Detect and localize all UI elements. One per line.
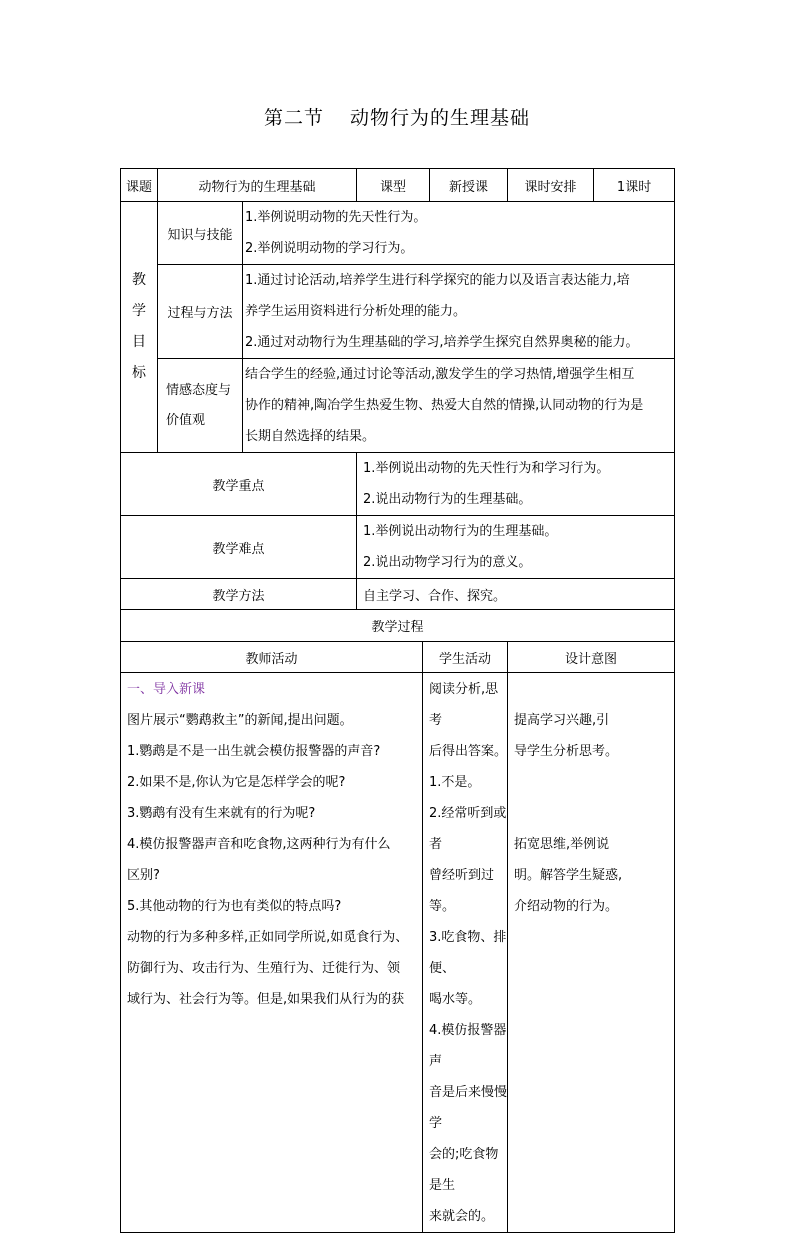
info-row	[121, 169, 675, 202]
knowledge-label: 知识与技能	[158, 202, 243, 265]
lesson-plan-table	[120, 168, 675, 1233]
process-header-row	[121, 610, 675, 642]
design-intent-cell: 提高学习兴趣,引 导学生分析思考。 拓宽思维,举例说 明。解答学生疑惑, 介绍动物的行为。	[508, 673, 675, 1233]
objective-knowledge-row	[121, 202, 675, 265]
method-value: 自主学习、合作、探究。	[357, 579, 675, 610]
key-points-row	[121, 453, 675, 516]
method-row	[121, 579, 675, 610]
key-points-label: 教学重点	[121, 453, 357, 516]
topic-label: 课题	[121, 169, 158, 202]
type-value: 新授课	[430, 169, 508, 202]
section-number: 第二节	[263, 107, 324, 129]
difficulties-content: 1.举例说出动物行为的生理基础。 2.说出动物学习行为的意义。	[357, 516, 675, 579]
process-header: 教学过程	[121, 610, 675, 642]
teacher-activity-cell: 一、导入新课 图片展示“鹦鹉救主”的新闻,提出问题。 1.鹦鹉是不是一出生就会模仿报警器的声音? 2.如果不是,你认为它是怎样学会的呢? 3.鹦鹉有没有生来就有的行为呢? 4.模仿报警器声音和吃食物,这两种行为有什么 区别? 5.其他动物的行为也有类似的特点吗? 动物的行为多种多样,正如同学所说,如觅食行为、 防御行为、攻击行为、生殖行为、迁徙行为、领 域行为、社会行为等。但是,如果我们从行为的获	[121, 673, 423, 1233]
page-title	[0, 103, 794, 130]
schedule-value: 1课时	[594, 169, 675, 202]
section-name: 动物行为的生理基础	[350, 107, 531, 129]
type-label: 课型	[357, 169, 430, 202]
objective-emotion-row	[121, 359, 675, 453]
objective-process-row	[121, 265, 675, 359]
intent-column-header: 设计意图	[508, 642, 675, 673]
schedule-label: 课时安排	[508, 169, 594, 202]
intro-heading: 一、导入新课	[127, 682, 206, 697]
process-content: 1.通过讨论活动,培养学生进行科学探究的能力以及语言表达能力,培 养学生运用资料进行分析处理的能力。 2.通过对动物行为生理基础的学习,培养学生探究自然界奥秘的能力。	[243, 265, 675, 359]
objectives-label: 教 学 目 标	[121, 202, 158, 453]
knowledge-content: 1.举例说明动物的先天性行为。 2.举例说明动物的学习行为。	[243, 202, 675, 265]
emotion-content: 结合学生的经验,通过讨论等活动,激发学生的学习热情,增强学生相互 协作的精神,陶冶学生热爱生物、热爱大自然的情操,认同动物的行为是 长期自然选择的结果。	[243, 359, 675, 453]
topic-value: 动物行为的生理基础	[158, 169, 357, 202]
student-column-header: 学生活动	[423, 642, 508, 673]
method-label: 教学方法	[121, 579, 357, 610]
student-activity-cell: 阅读分析,思考 后得出答案。 1.不是。 2.经常听到或者 曾经听到过等。 3.吃食物、排便、 喝水等。 4.模仿报警器声 音是后来慢慢学 会的;吃食物是生 来就会的。	[423, 673, 508, 1233]
key-points-content: 1.举例说出动物的先天性行为和学习行为。 2.说出动物行为的生理基础。	[357, 453, 675, 516]
teacher-column-header: 教师活动	[121, 642, 423, 673]
activity-row	[121, 673, 675, 1233]
emotion-label: 情感态度与 价值观	[158, 359, 243, 453]
column-header-row	[121, 642, 675, 673]
process-label: 过程与方法	[158, 265, 243, 359]
difficulties-row	[121, 516, 675, 579]
difficulties-label: 教学难点	[121, 516, 357, 579]
